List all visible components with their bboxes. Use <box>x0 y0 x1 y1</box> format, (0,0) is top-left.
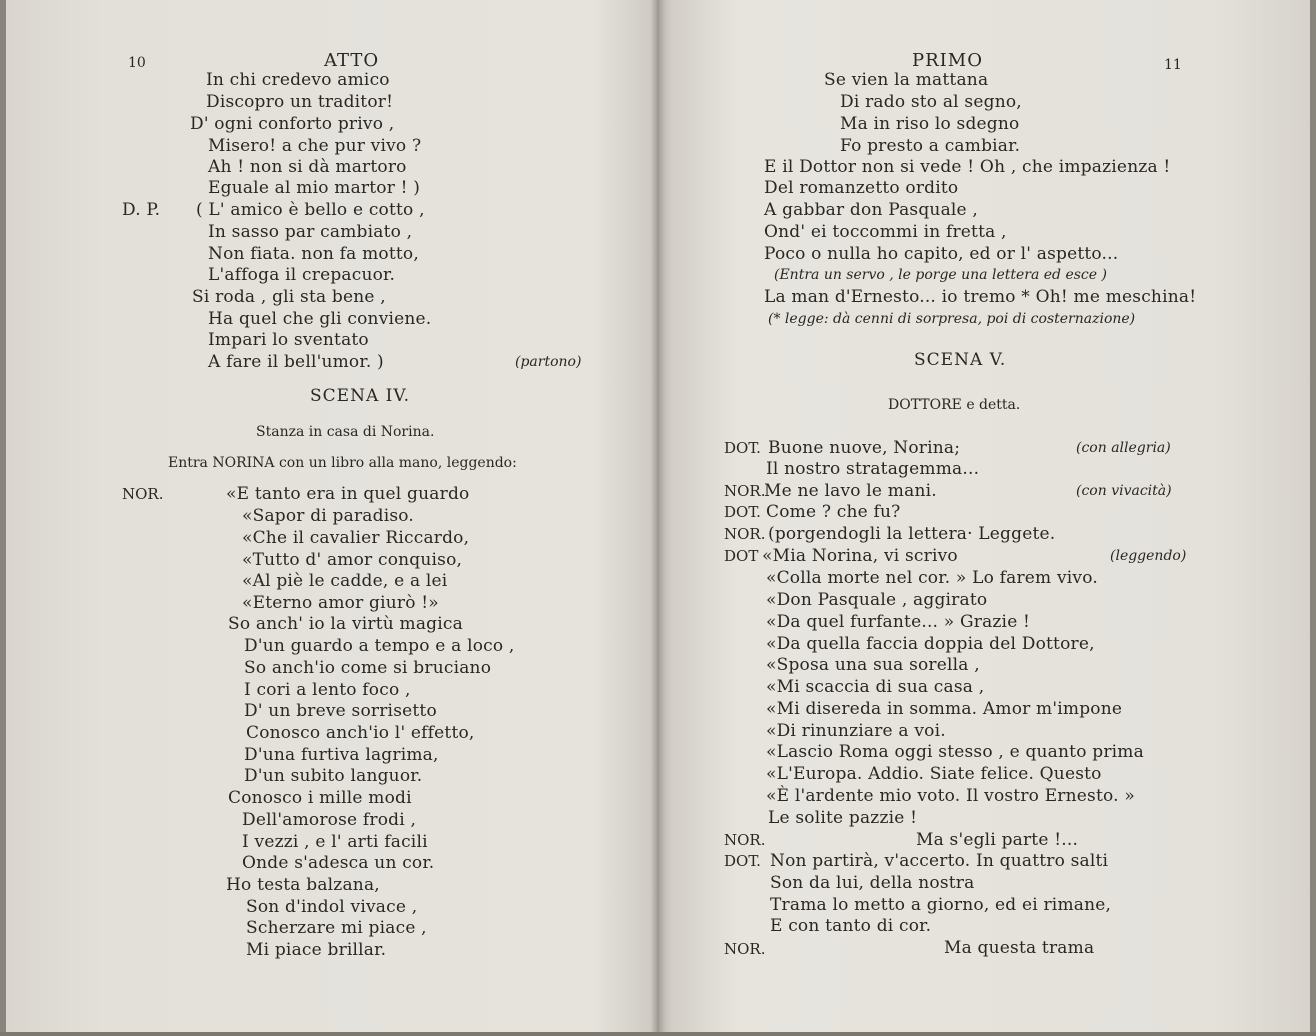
speaker-label: NOR. <box>724 482 766 500</box>
dialogue-line: Son da lui, della nostra <box>770 873 975 893</box>
verse-line: Impari lo sventato <box>208 330 369 350</box>
verse-line: Discopro un traditor! <box>206 92 394 112</box>
verse-line: «Che il cavalier Riccardo, <box>242 528 470 548</box>
verse-line: Ha quel che gli conviene. <box>208 309 432 329</box>
verse-line: «Tutto d' amor conquiso, <box>242 550 463 570</box>
stage-direction: (partono) <box>515 354 582 370</box>
verse-line: So anch'io come si bruciano <box>244 658 492 678</box>
dialogue-line: Come ? che fu? <box>766 502 901 522</box>
speaker-label: NOR. <box>724 525 766 543</box>
speaker-label: DOT. <box>724 503 761 521</box>
stage-direction: (con allegria) <box>1076 440 1171 456</box>
page-number: 11 <box>1164 57 1182 73</box>
verse-line: Se vien la mattana <box>824 70 989 90</box>
dialogue-line: «Mia Norina, vi scrivo <box>762 546 958 566</box>
verse-line: In chi credevo amico <box>206 70 390 90</box>
verse-line: Ond' ei toccommi in fretta , <box>764 222 1007 242</box>
verse-line: D'un subito languor. <box>244 766 423 786</box>
verse-line: Ma in riso lo sdegno <box>840 114 1020 134</box>
dialogue-line: «Da quella faccia doppia del Dottore, <box>766 634 1095 654</box>
dialogue-line: «Di rinunziare a voi. <box>766 721 946 741</box>
dialogue-line: «Colla morte nel cor. » Lo farem vivo. <box>766 568 1098 588</box>
stage-direction: (Entra un servo , le porge una lettera ed esce ) <box>774 267 1107 283</box>
speaker-label: DOT. <box>724 852 761 870</box>
dialogue-line: Ma questa trama <box>944 938 1095 958</box>
verse-line: I cori a lento foco , <box>244 680 411 700</box>
verse-line: Son d'indol vivace , <box>246 897 418 917</box>
dialogue-line: Trama lo metto a giorno, ed ei rimane, <box>770 895 1112 915</box>
verse-line: D' ogni conforto privo , <box>190 114 395 134</box>
speaker-label: NOR. <box>724 940 766 958</box>
dialogue-line: Il nostro stratagemma... <box>766 459 980 479</box>
verse-line: Del romanzetto ordito <box>764 178 959 198</box>
verse-line: E il Dottor non si vede ! Oh , che impazienza ! <box>764 157 1171 177</box>
scene-title: SCENA V. <box>914 350 1007 370</box>
speaker-label: NOR. <box>122 485 164 503</box>
scene-title: SCENA IV. <box>310 386 411 406</box>
verse-line: D'un guardo a tempo e a loco , <box>244 636 515 656</box>
verse-line: Poco o nulla ho capito, ed or l' aspetto... <box>764 244 1119 264</box>
verse-line: «Sapor di paradiso. <box>242 506 415 526</box>
verse-line: Misero! a che pur vivo ? <box>208 136 422 156</box>
verse-line: «E tanto era in quel guardo <box>226 484 470 504</box>
bottom-book-edge <box>0 1032 1316 1036</box>
stage-direction: (leggendo) <box>1110 548 1187 564</box>
dialogue-line: (porgendogli la lettera· Leggete. <box>768 524 1056 544</box>
verse-line: Mi piace brillar. <box>246 940 387 960</box>
dialogue-line: «Lascio Roma oggi stesso , e quanto prima <box>766 742 1144 762</box>
verse-line: Ho testa balzana, <box>226 875 380 895</box>
verse-line: Fo presto a cambiar. <box>840 136 1021 156</box>
dialogue-line: Ma s'egli parte !... <box>916 830 1079 850</box>
verse-line: La man d'Ernesto... io tremo * Oh! me meschina! <box>764 287 1197 307</box>
dialogue-line: «Mi disereda in somma. Amor m'impone <box>766 699 1123 719</box>
verse-line: D'una furtiva lagrima, <box>244 745 439 765</box>
dialogue-line: Le solite pazzie ! <box>768 808 918 828</box>
dialogue-line: «Mi scaccia di sua casa , <box>766 677 985 697</box>
dialogue-line: «Don Pasquale , aggirato <box>766 590 988 610</box>
verse-line: Eguale al mio martor ! ) <box>208 178 421 198</box>
dialogue-line: «È l'ardente mio voto. Il vostro Ernesto. » <box>766 786 1135 806</box>
dialogue-line: «Sposa una sua sorella , <box>766 655 980 675</box>
verse-line: So anch' io la virtù magica <box>228 614 463 634</box>
verse-line: Dell'amorose frodi , <box>242 810 417 830</box>
dialogue-line: Me ne lavo le mani. <box>764 481 937 501</box>
scene-setting: Stanza in casa di Norina. <box>256 424 435 440</box>
verse-line: «Eterno amor giurò !» <box>242 593 439 613</box>
verse-line: D' un breve sorrisetto <box>244 701 437 721</box>
verse-line: Non fiata. non fa motto, <box>208 244 419 264</box>
dialogue-line: «Da quel furfante... » Grazie ! <box>766 612 1031 632</box>
verse-line: A gabbar don Pasquale , <box>764 200 979 220</box>
dialogue-line: Non partirà, v'accerto. In quattro salti <box>770 851 1109 871</box>
dialogue-line: «L'Europa. Addio. Siate felice. Questo <box>766 764 1102 784</box>
verse-line: Onde s'adesca un cor. <box>242 853 435 873</box>
verse-line: ( L' amico è bello e cotto , <box>196 200 425 220</box>
verse-line: L'affoga il crepacuor. <box>208 265 396 285</box>
scene-entry: Entra NORINA con un libro alla mano, leggendo: <box>168 455 517 471</box>
verse-line: «Al piè le cadde, e a lei <box>242 571 448 591</box>
left-page <box>0 0 652 1036</box>
dialogue-line: E con tanto di cor. <box>770 916 932 936</box>
page-number: 10 <box>128 55 146 71</box>
speaker-label: DOT <box>724 547 759 565</box>
speaker-label: D. P. <box>122 200 161 220</box>
running-header: PRIMO <box>912 50 983 71</box>
verse-line: A fare il bell'umor. ) <box>208 352 384 372</box>
verse-line: I vezzi , e l' arti facili <box>242 832 428 852</box>
verse-line: Scherzare mi piace , <box>246 918 427 938</box>
speaker-label: DOT. <box>724 439 761 457</box>
speaker-label: NOR. <box>724 831 766 849</box>
stage-direction: (* legge: dà cenni di sorpresa, poi di costernazione) <box>768 311 1136 327</box>
scene-entry: DOTTORE e detta. <box>888 397 1021 413</box>
verse-line: Conosco i mille modi <box>228 788 412 808</box>
verse-line: Di rado sto al segno, <box>840 92 1022 112</box>
dialogue-line: Buone nuove, Norina; <box>768 438 961 458</box>
running-header: ATTO <box>324 50 380 71</box>
verse-line: Ah ! non si dà martoro <box>208 157 407 177</box>
verse-line: Si roda , gli sta bene , <box>192 287 386 307</box>
verse-line: In sasso par cambiato , <box>208 222 413 242</box>
verse-line: Conosco anch'io l' effetto, <box>246 723 475 743</box>
right-page <box>664 0 1316 1036</box>
stage-direction: (con vivacità) <box>1076 483 1172 499</box>
